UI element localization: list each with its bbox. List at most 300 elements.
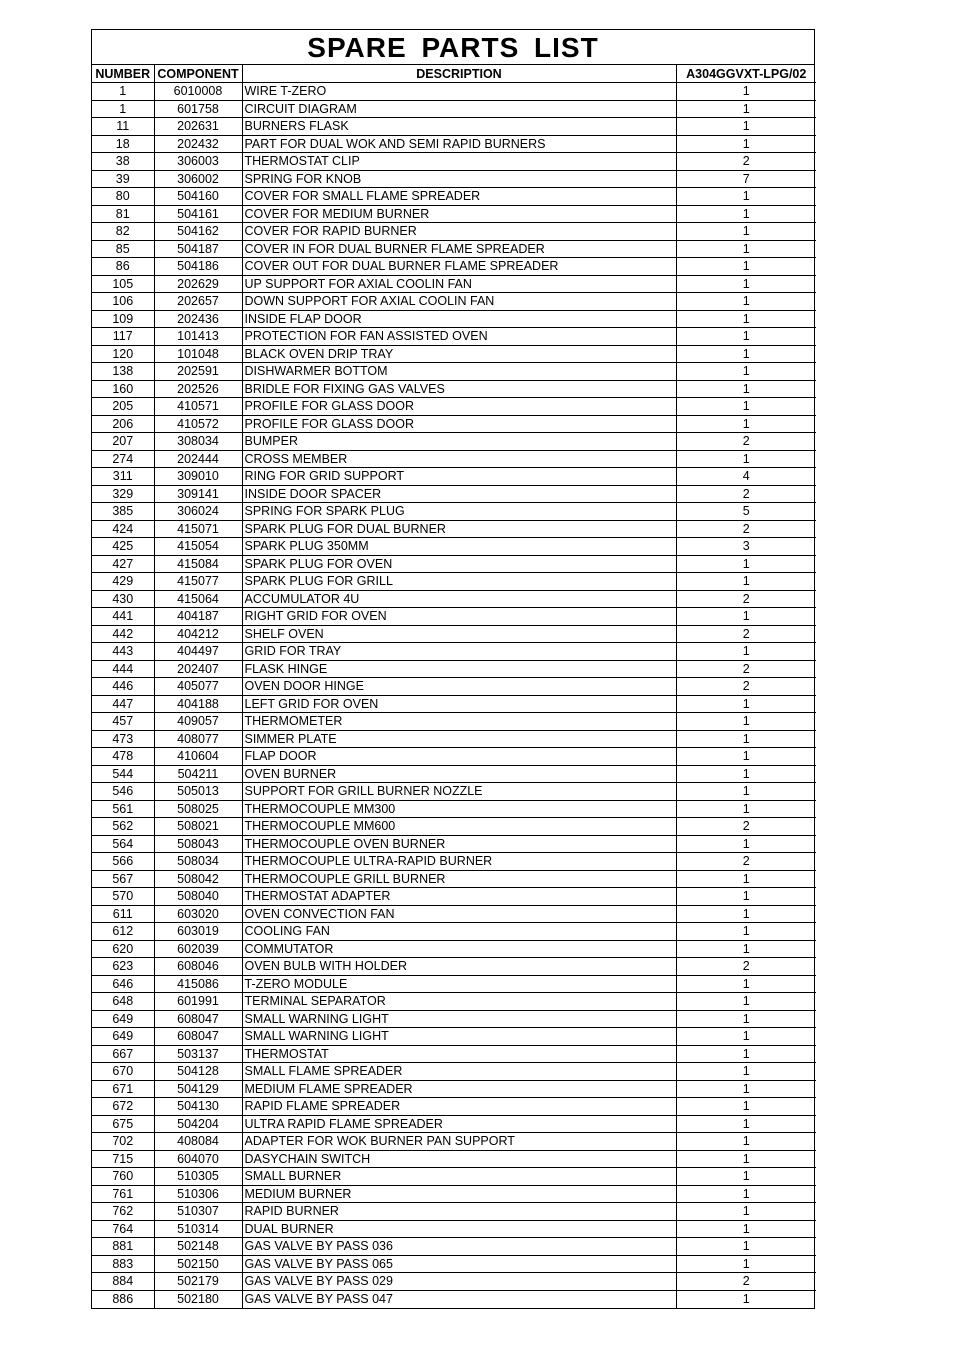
cell-description: SIMMER PLATE <box>242 730 676 748</box>
cell-component: 410604 <box>154 748 242 766</box>
cell-number: 447 <box>92 695 154 713</box>
cell-number: 883 <box>92 1255 154 1273</box>
cell-description: RAPID FLAME SPREADER <box>242 1098 676 1116</box>
cell-number: 160 <box>92 380 154 398</box>
table-row <box>92 748 816 766</box>
cell-description: GAS VALVE BY PASS 029 <box>242 1273 676 1291</box>
cell-number: 570 <box>92 888 154 906</box>
cell-number: 11 <box>92 118 154 136</box>
cell-quantity: 1 <box>676 1150 816 1168</box>
cell-component: 309141 <box>154 485 242 503</box>
cell-component: 503137 <box>154 1045 242 1063</box>
cell-quantity: 1 <box>676 188 816 206</box>
cell-description: INSIDE FLAP DOOR <box>242 310 676 328</box>
cell-component: 308034 <box>154 433 242 451</box>
cell-component: 510306 <box>154 1185 242 1203</box>
table-row <box>92 678 816 696</box>
cell-description: SPARK PLUG FOR OVEN <box>242 555 676 573</box>
cell-number: 311 <box>92 468 154 486</box>
cell-quantity: 1 <box>676 835 816 853</box>
cell-number: 761 <box>92 1185 154 1203</box>
table-row <box>92 328 816 346</box>
cell-number: 427 <box>92 555 154 573</box>
cell-component: 504130 <box>154 1098 242 1116</box>
table-row <box>92 363 816 381</box>
cell-number: 764 <box>92 1220 154 1238</box>
table-row <box>92 1238 816 1256</box>
cell-number: 611 <box>92 905 154 923</box>
cell-component: 6010008 <box>154 83 242 101</box>
cell-component: 306002 <box>154 170 242 188</box>
table-row <box>92 590 816 608</box>
cell-quantity: 1 <box>676 1203 816 1221</box>
table-row <box>92 818 816 836</box>
cell-component: 202657 <box>154 293 242 311</box>
cell-description: GAS VALVE BY PASS 047 <box>242 1290 676 1308</box>
cell-number: 38 <box>92 153 154 171</box>
cell-description: DOWN SUPPORT FOR AXIAL COOLIN FAN <box>242 293 676 311</box>
cell-component: 504211 <box>154 765 242 783</box>
cell-description: ACCUMULATOR 4U <box>242 590 676 608</box>
cell-component: 415084 <box>154 555 242 573</box>
cell-quantity: 1 <box>676 1115 816 1133</box>
cell-number: 109 <box>92 310 154 328</box>
table-row <box>92 1045 816 1063</box>
cell-description: GRID FOR TRAY <box>242 643 676 661</box>
cell-description: SMALL WARNING LIGHT <box>242 1028 676 1046</box>
cell-quantity: 2 <box>676 590 816 608</box>
cell-number: 441 <box>92 608 154 626</box>
cell-quantity: 1 <box>676 363 816 381</box>
column-header-component: COMPONENT <box>154 65 242 83</box>
cell-description: SUPPORT FOR GRILL BURNER NOZZLE <box>242 783 676 801</box>
cell-number: 457 <box>92 713 154 731</box>
cell-description: SPARK PLUG FOR GRILL <box>242 573 676 591</box>
column-header-description: DESCRIPTION <box>242 65 676 83</box>
cell-quantity: 1 <box>676 1238 816 1256</box>
cell-quantity: 1 <box>676 1010 816 1028</box>
cell-component: 502179 <box>154 1273 242 1291</box>
cell-description: PART FOR DUAL WOK AND SEMI RAPID BURNERS <box>242 135 676 153</box>
cell-quantity: 1 <box>676 1080 816 1098</box>
table-row <box>92 293 816 311</box>
cell-component: 202436 <box>154 310 242 328</box>
cell-component: 101048 <box>154 345 242 363</box>
cell-component: 508034 <box>154 853 242 871</box>
cell-component: 504129 <box>154 1080 242 1098</box>
cell-quantity: 2 <box>676 818 816 836</box>
cell-component: 504187 <box>154 240 242 258</box>
cell-component: 409057 <box>154 713 242 731</box>
cell-number: 881 <box>92 1238 154 1256</box>
cell-number: 702 <box>92 1133 154 1151</box>
cell-quantity: 1 <box>676 240 816 258</box>
cell-number: 715 <box>92 1150 154 1168</box>
cell-number: 86 <box>92 258 154 276</box>
cell-quantity: 1 <box>676 293 816 311</box>
table-row <box>92 223 816 241</box>
table-row <box>92 100 816 118</box>
cell-component: 603020 <box>154 905 242 923</box>
cell-description: MEDIUM FLAME SPREADER <box>242 1080 676 1098</box>
table-row <box>92 1150 816 1168</box>
table-row <box>92 888 816 906</box>
cell-component: 415064 <box>154 590 242 608</box>
cell-quantity: 1 <box>676 643 816 661</box>
cell-quantity: 5 <box>676 503 816 521</box>
table-row <box>92 993 816 1011</box>
table-row <box>92 503 816 521</box>
table-row <box>92 275 816 293</box>
table-row <box>92 188 816 206</box>
cell-description: PROTECTION FOR FAN ASSISTED OVEN <box>242 328 676 346</box>
table-row <box>92 975 816 993</box>
cell-description: THERMOCOUPLE MM300 <box>242 800 676 818</box>
table-row <box>92 1115 816 1133</box>
cell-description: WIRE T-ZERO <box>242 83 676 101</box>
cell-component: 508040 <box>154 888 242 906</box>
cell-quantity: 1 <box>676 1168 816 1186</box>
cell-component: 404212 <box>154 625 242 643</box>
cell-component: 504186 <box>154 258 242 276</box>
cell-number: 675 <box>92 1115 154 1133</box>
table-row <box>92 1185 816 1203</box>
cell-quantity: 1 <box>676 940 816 958</box>
table-row <box>92 415 816 433</box>
cell-quantity: 2 <box>676 1273 816 1291</box>
cell-quantity: 2 <box>676 520 816 538</box>
cell-number: 274 <box>92 450 154 468</box>
cell-description: TERMINAL SEPARATOR <box>242 993 676 1011</box>
cell-number: 544 <box>92 765 154 783</box>
cell-quantity: 1 <box>676 1220 816 1238</box>
cell-description: ULTRA RAPID FLAME SPREADER <box>242 1115 676 1133</box>
cell-quantity: 1 <box>676 765 816 783</box>
cell-description: OVEN BULB WITH HOLDER <box>242 958 676 976</box>
column-header-model-quantity: A304GGVXT-LPG/02 <box>676 65 816 83</box>
cell-description: MEDIUM BURNER <box>242 1185 676 1203</box>
cell-description: COOLING FAN <box>242 923 676 941</box>
table-row <box>92 695 816 713</box>
cell-description: RING FOR GRID SUPPORT <box>242 468 676 486</box>
cell-quantity: 1 <box>676 975 816 993</box>
table-row <box>92 205 816 223</box>
table-row <box>92 1255 816 1273</box>
cell-number: 105 <box>92 275 154 293</box>
cell-description: COVER OUT FOR DUAL BURNER FLAME SPREADER <box>242 258 676 276</box>
cell-number: 566 <box>92 853 154 871</box>
cell-number: 329 <box>92 485 154 503</box>
cell-quantity: 1 <box>676 870 816 888</box>
cell-description: DUAL BURNER <box>242 1220 676 1238</box>
cell-number: 81 <box>92 205 154 223</box>
table-row <box>92 310 816 328</box>
cell-component: 408077 <box>154 730 242 748</box>
table-row <box>92 643 816 661</box>
cell-component: 101413 <box>154 328 242 346</box>
cell-number: 39 <box>92 170 154 188</box>
cell-number: 670 <box>92 1063 154 1081</box>
cell-description: BLACK OVEN DRIP TRAY <box>242 345 676 363</box>
cell-number: 205 <box>92 398 154 416</box>
cell-description: THERMOSTAT ADAPTER <box>242 888 676 906</box>
cell-number: 478 <box>92 748 154 766</box>
cell-description: COVER FOR RAPID BURNER <box>242 223 676 241</box>
cell-quantity: 2 <box>676 625 816 643</box>
cell-number: 106 <box>92 293 154 311</box>
cell-number: 672 <box>92 1098 154 1116</box>
cell-component: 415086 <box>154 975 242 993</box>
cell-component: 306024 <box>154 503 242 521</box>
cell-quantity: 1 <box>676 310 816 328</box>
cell-quantity: 2 <box>676 433 816 451</box>
table-row <box>92 660 816 678</box>
table-row <box>92 853 816 871</box>
cell-description: BUMPER <box>242 433 676 451</box>
cell-description: RAPID BURNER <box>242 1203 676 1221</box>
cell-quantity: 2 <box>676 485 816 503</box>
cell-number: 564 <box>92 835 154 853</box>
cell-number: 1 <box>92 83 154 101</box>
cell-number: 430 <box>92 590 154 608</box>
cell-number: 446 <box>92 678 154 696</box>
cell-quantity: 7 <box>676 170 816 188</box>
table-row <box>92 1273 816 1291</box>
cell-quantity: 1 <box>676 100 816 118</box>
cell-number: 646 <box>92 975 154 993</box>
cell-description: BURNERS FLASK <box>242 118 676 136</box>
table-header-row <box>92 65 816 83</box>
table-row <box>92 905 816 923</box>
cell-component: 410572 <box>154 415 242 433</box>
cell-number: 138 <box>92 363 154 381</box>
cell-quantity: 1 <box>676 1045 816 1063</box>
cell-description: THERMOCOUPLE ULTRA-RAPID BURNER <box>242 853 676 871</box>
cell-quantity: 1 <box>676 398 816 416</box>
cell-component: 504162 <box>154 223 242 241</box>
page-title: SPARE PARTS LIST <box>92 30 814 65</box>
table-row <box>92 713 816 731</box>
table-row <box>92 1290 816 1308</box>
cell-component: 505013 <box>154 783 242 801</box>
cell-quantity: 2 <box>676 958 816 976</box>
cell-component: 309010 <box>154 468 242 486</box>
table-row <box>92 1028 816 1046</box>
table-row <box>92 520 816 538</box>
cell-number: 620 <box>92 940 154 958</box>
cell-quantity: 1 <box>676 345 816 363</box>
cell-number: 120 <box>92 345 154 363</box>
cell-number: 429 <box>92 573 154 591</box>
cell-description: THERMOCOUPLE OVEN BURNER <box>242 835 676 853</box>
cell-quantity: 1 <box>676 450 816 468</box>
cell-quantity: 1 <box>676 205 816 223</box>
cell-description: SHELF OVEN <box>242 625 676 643</box>
table-row <box>92 1063 816 1081</box>
cell-description: THERMOSTAT CLIP <box>242 153 676 171</box>
table-row <box>92 398 816 416</box>
table-row <box>92 1203 816 1221</box>
cell-quantity: 1 <box>676 730 816 748</box>
table-row <box>92 573 816 591</box>
cell-description: PROFILE FOR GLASS DOOR <box>242 398 676 416</box>
table-row <box>92 1080 816 1098</box>
cell-number: 546 <box>92 783 154 801</box>
cell-component: 202526 <box>154 380 242 398</box>
table-row <box>92 958 816 976</box>
cell-component: 602039 <box>154 940 242 958</box>
cell-description: GAS VALVE BY PASS 036 <box>242 1238 676 1256</box>
table-row <box>92 450 816 468</box>
cell-number: 567 <box>92 870 154 888</box>
cell-component: 502148 <box>154 1238 242 1256</box>
cell-quantity: 1 <box>676 800 816 818</box>
cell-number: 561 <box>92 800 154 818</box>
cell-component: 404497 <box>154 643 242 661</box>
table-row <box>92 380 816 398</box>
cell-number: 425 <box>92 538 154 556</box>
cell-number: 886 <box>92 1290 154 1308</box>
cell-component: 504128 <box>154 1063 242 1081</box>
cell-description: ADAPTER FOR WOK BURNER PAN SUPPORT <box>242 1133 676 1151</box>
cell-description: COMMUTATOR <box>242 940 676 958</box>
cell-description: CIRCUIT DIAGRAM <box>242 100 676 118</box>
cell-number: 85 <box>92 240 154 258</box>
cell-quantity: 1 <box>676 1028 816 1046</box>
table-row <box>92 153 816 171</box>
cell-component: 502180 <box>154 1290 242 1308</box>
cell-number: 207 <box>92 433 154 451</box>
table-row <box>92 433 816 451</box>
cell-component: 604070 <box>154 1150 242 1168</box>
cell-component: 404187 <box>154 608 242 626</box>
cell-quantity: 1 <box>676 118 816 136</box>
table-row <box>92 135 816 153</box>
table-row <box>92 1220 816 1238</box>
cell-number: 473 <box>92 730 154 748</box>
cell-number: 1 <box>92 100 154 118</box>
cell-number: 117 <box>92 328 154 346</box>
cell-quantity: 2 <box>676 853 816 871</box>
cell-component: 410571 <box>154 398 242 416</box>
cell-description: OVEN BURNER <box>242 765 676 783</box>
cell-description: GAS VALVE BY PASS 065 <box>242 1255 676 1273</box>
table-row <box>92 1168 816 1186</box>
cell-component: 608046 <box>154 958 242 976</box>
table-row <box>92 783 816 801</box>
cell-component: 504161 <box>154 205 242 223</box>
spare-parts-sheet <box>91 29 815 1309</box>
cell-component: 508021 <box>154 818 242 836</box>
cell-component: 603019 <box>154 923 242 941</box>
cell-description: SPRING FOR SPARK PLUG <box>242 503 676 521</box>
cell-quantity: 1 <box>676 923 816 941</box>
cell-description: UP SUPPORT FOR AXIAL COOLIN FAN <box>242 275 676 293</box>
cell-component: 405077 <box>154 678 242 696</box>
cell-quantity: 1 <box>676 993 816 1011</box>
cell-description: SMALL FLAME SPREADER <box>242 1063 676 1081</box>
cell-component: 415077 <box>154 573 242 591</box>
table-body <box>92 83 816 1308</box>
cell-description: PROFILE FOR GLASS DOOR <box>242 415 676 433</box>
table-row <box>92 240 816 258</box>
cell-number: 18 <box>92 135 154 153</box>
cell-number: 649 <box>92 1028 154 1046</box>
cell-number: 424 <box>92 520 154 538</box>
cell-number: 442 <box>92 625 154 643</box>
cell-component: 601991 <box>154 993 242 1011</box>
cell-component: 510314 <box>154 1220 242 1238</box>
cell-description: BRIDLE FOR FIXING GAS VALVES <box>242 380 676 398</box>
cell-number: 667 <box>92 1045 154 1063</box>
table-row <box>92 555 816 573</box>
cell-number: 623 <box>92 958 154 976</box>
cell-component: 510305 <box>154 1168 242 1186</box>
table-row <box>92 485 816 503</box>
cell-component: 508025 <box>154 800 242 818</box>
cell-quantity: 1 <box>676 1290 816 1308</box>
cell-description: FLAP DOOR <box>242 748 676 766</box>
cell-quantity: 1 <box>676 1255 816 1273</box>
cell-component: 415054 <box>154 538 242 556</box>
cell-component: 608047 <box>154 1028 242 1046</box>
cell-quantity: 1 <box>676 713 816 731</box>
cell-quantity: 1 <box>676 1133 816 1151</box>
cell-description: OVEN DOOR HINGE <box>242 678 676 696</box>
table-row <box>92 1010 816 1028</box>
table-row <box>92 1098 816 1116</box>
table-row <box>92 923 816 941</box>
table-row <box>92 170 816 188</box>
cell-number: 206 <box>92 415 154 433</box>
cell-description: COVER FOR MEDIUM BURNER <box>242 205 676 223</box>
cell-description: THERMOMETER <box>242 713 676 731</box>
cell-quantity: 1 <box>676 328 816 346</box>
cell-component: 510307 <box>154 1203 242 1221</box>
cell-component: 202432 <box>154 135 242 153</box>
cell-component: 404188 <box>154 695 242 713</box>
cell-description: LEFT GRID FOR OVEN <box>242 695 676 713</box>
cell-quantity: 1 <box>676 695 816 713</box>
cell-number: 884 <box>92 1273 154 1291</box>
cell-quantity: 1 <box>676 783 816 801</box>
cell-number: 82 <box>92 223 154 241</box>
cell-description: THERMOCOUPLE MM600 <box>242 818 676 836</box>
cell-quantity: 2 <box>676 660 816 678</box>
cell-quantity: 1 <box>676 608 816 626</box>
cell-description: SPARK PLUG FOR DUAL BURNER <box>242 520 676 538</box>
cell-quantity: 4 <box>676 468 816 486</box>
cell-component: 504160 <box>154 188 242 206</box>
cell-component: 202407 <box>154 660 242 678</box>
cell-component: 504204 <box>154 1115 242 1133</box>
cell-description: THERMOCOUPLE GRILL BURNER <box>242 870 676 888</box>
cell-component: 601758 <box>154 100 242 118</box>
cell-quantity: 1 <box>676 888 816 906</box>
cell-description: COVER FOR SMALL FLAME SPREADER <box>242 188 676 206</box>
cell-description: T-ZERO MODULE <box>242 975 676 993</box>
table-row <box>92 83 816 101</box>
cell-component: 202444 <box>154 450 242 468</box>
cell-quantity: 1 <box>676 223 816 241</box>
cell-number: 562 <box>92 818 154 836</box>
table-row <box>92 625 816 643</box>
cell-quantity: 1 <box>676 380 816 398</box>
cell-component: 408084 <box>154 1133 242 1151</box>
table-row <box>92 468 816 486</box>
cell-description: DISHWARMER BOTTOM <box>242 363 676 381</box>
cell-description: SMALL BURNER <box>242 1168 676 1186</box>
